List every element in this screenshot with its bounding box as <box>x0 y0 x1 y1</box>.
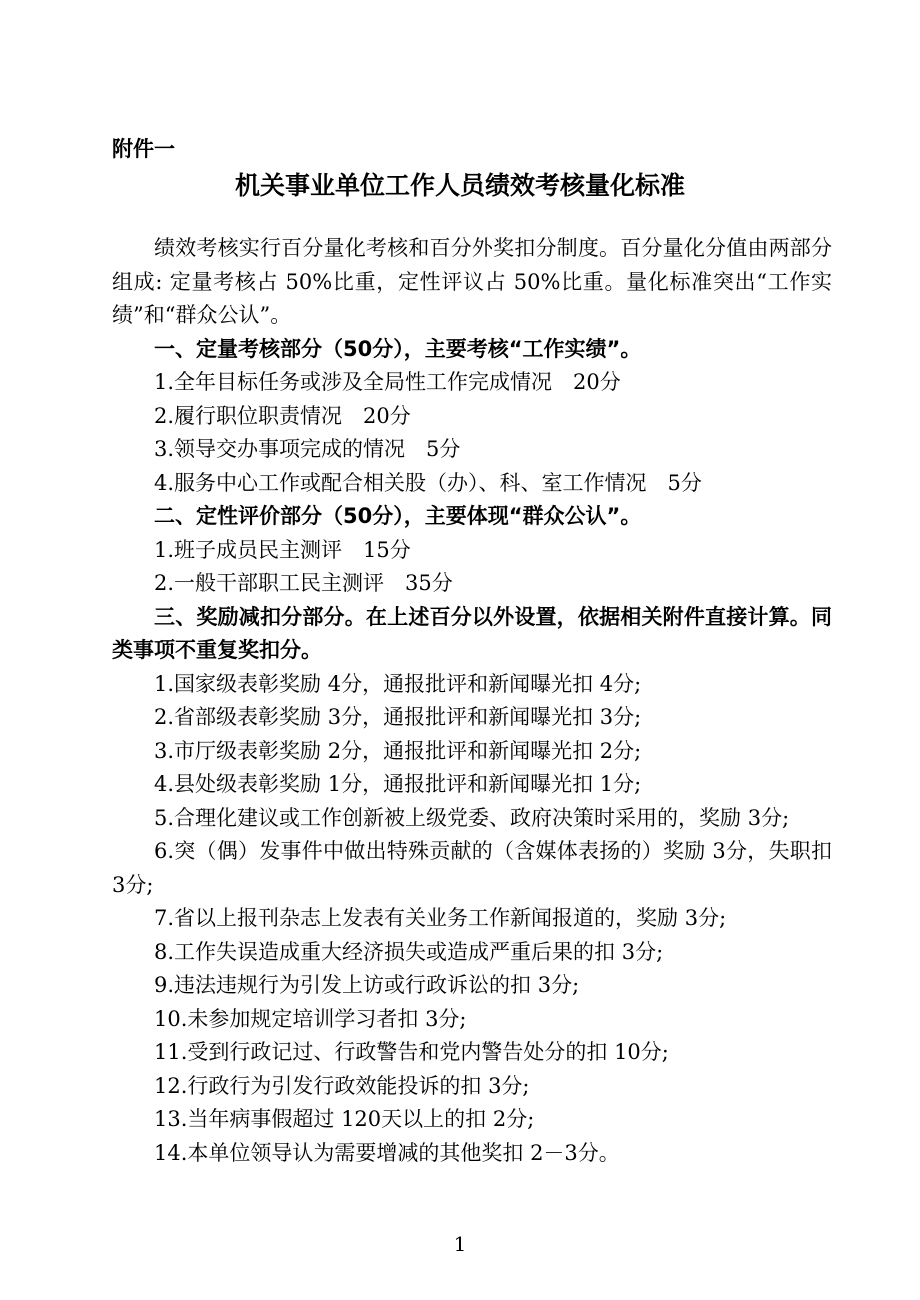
list-item: 5.合理化建议或工作创新被上级党委、政府决策时采用的，奖励 3分; <box>154 805 790 830</box>
list-item: 4.县处级表彰奖励 1分，通报批评和新闻曝光扣 1分; <box>154 772 642 796</box>
list-item: 13.当年病事假超过 120天以上的扣 2分; <box>154 1107 535 1131</box>
document-body <box>112 232 832 1170</box>
list-item: 6.突（偶）发事件中做出特殊贡献的（含媒体表扬的）奖励 3分，失职扣 3分; <box>112 839 832 897</box>
list-item: 12.行政行为引发行政效能投诉的扣 3分; <box>154 1073 530 1098</box>
list-item: 3.领导交办事项完成的情况 5分 <box>154 437 461 461</box>
list-item: 3.市厅级表彰奖励 2分，通报批评和新闻曝光扣 2分; <box>154 738 642 763</box>
list-item: 1.全年目标任务或涉及全局性工作完成情况 20分 <box>154 370 621 394</box>
list-item: 1.国家级表彰奖励 4分，通报批评和新闻曝光扣 4分; <box>154 671 642 696</box>
list-item: 2.一般干部职工民主测评 35分 <box>154 571 453 595</box>
attachment-label: 附件一 <box>112 137 175 161</box>
list-item: 2.履行职位职责情况 20分 <box>154 403 411 428</box>
list-item: 1.班子成员民主测评 15分 <box>154 537 411 562</box>
document-title: 机关事业单位工作人员绩效考核量化标准 <box>234 171 685 200</box>
section-heading-3: 三、奖励减扣分部分。在上述百分以外设置，依据相关附件直接计算。同类事项不重复奖扣分。 <box>112 604 832 662</box>
section-heading-2: 二、定性评价部分（50分），主要体现“群众公认”。 <box>154 504 642 528</box>
list-item: 11.受到行政记过、行政警告和党内警告处分的扣 10分; <box>154 1040 669 1064</box>
intro-paragraph: 绩效考核实行百分量化考核和百分外奖扣分制度。百分量化分值由两部分组成: 定量考核占 50%比重，定性评议占 50%比重。量化标准突出“工作实绩”和“群众公认”。 <box>112 236 832 327</box>
list-item: 9.违法违规行为引发上访或行政诉讼的扣 3分; <box>154 973 580 997</box>
list-item: 8.工作失误造成重大经济损失或造成严重后果的扣 3分; <box>154 939 664 964</box>
page-number: 1 <box>453 1232 467 1256</box>
list-item: 2.省部级表彰奖励 3分，通报批评和新闻曝光扣 3分; <box>154 705 642 729</box>
list-item: 7.省以上报刊杂志上发表有关业务工作新闻报道的，奖励 3分; <box>154 906 727 930</box>
list-item: 4.服务中心工作或配合相关股（办）、科、室工作情况 5分 <box>154 470 702 495</box>
list-item: 10.未参加规定培训学习者扣 3分; <box>154 1006 467 1031</box>
list-item: 14.本单位领导认为需要增减的其他奖扣 2－3分。 <box>154 1140 620 1165</box>
section-heading-1: 一、定量考核部分（50分），主要考核“工作实绩”。 <box>154 336 642 361</box>
